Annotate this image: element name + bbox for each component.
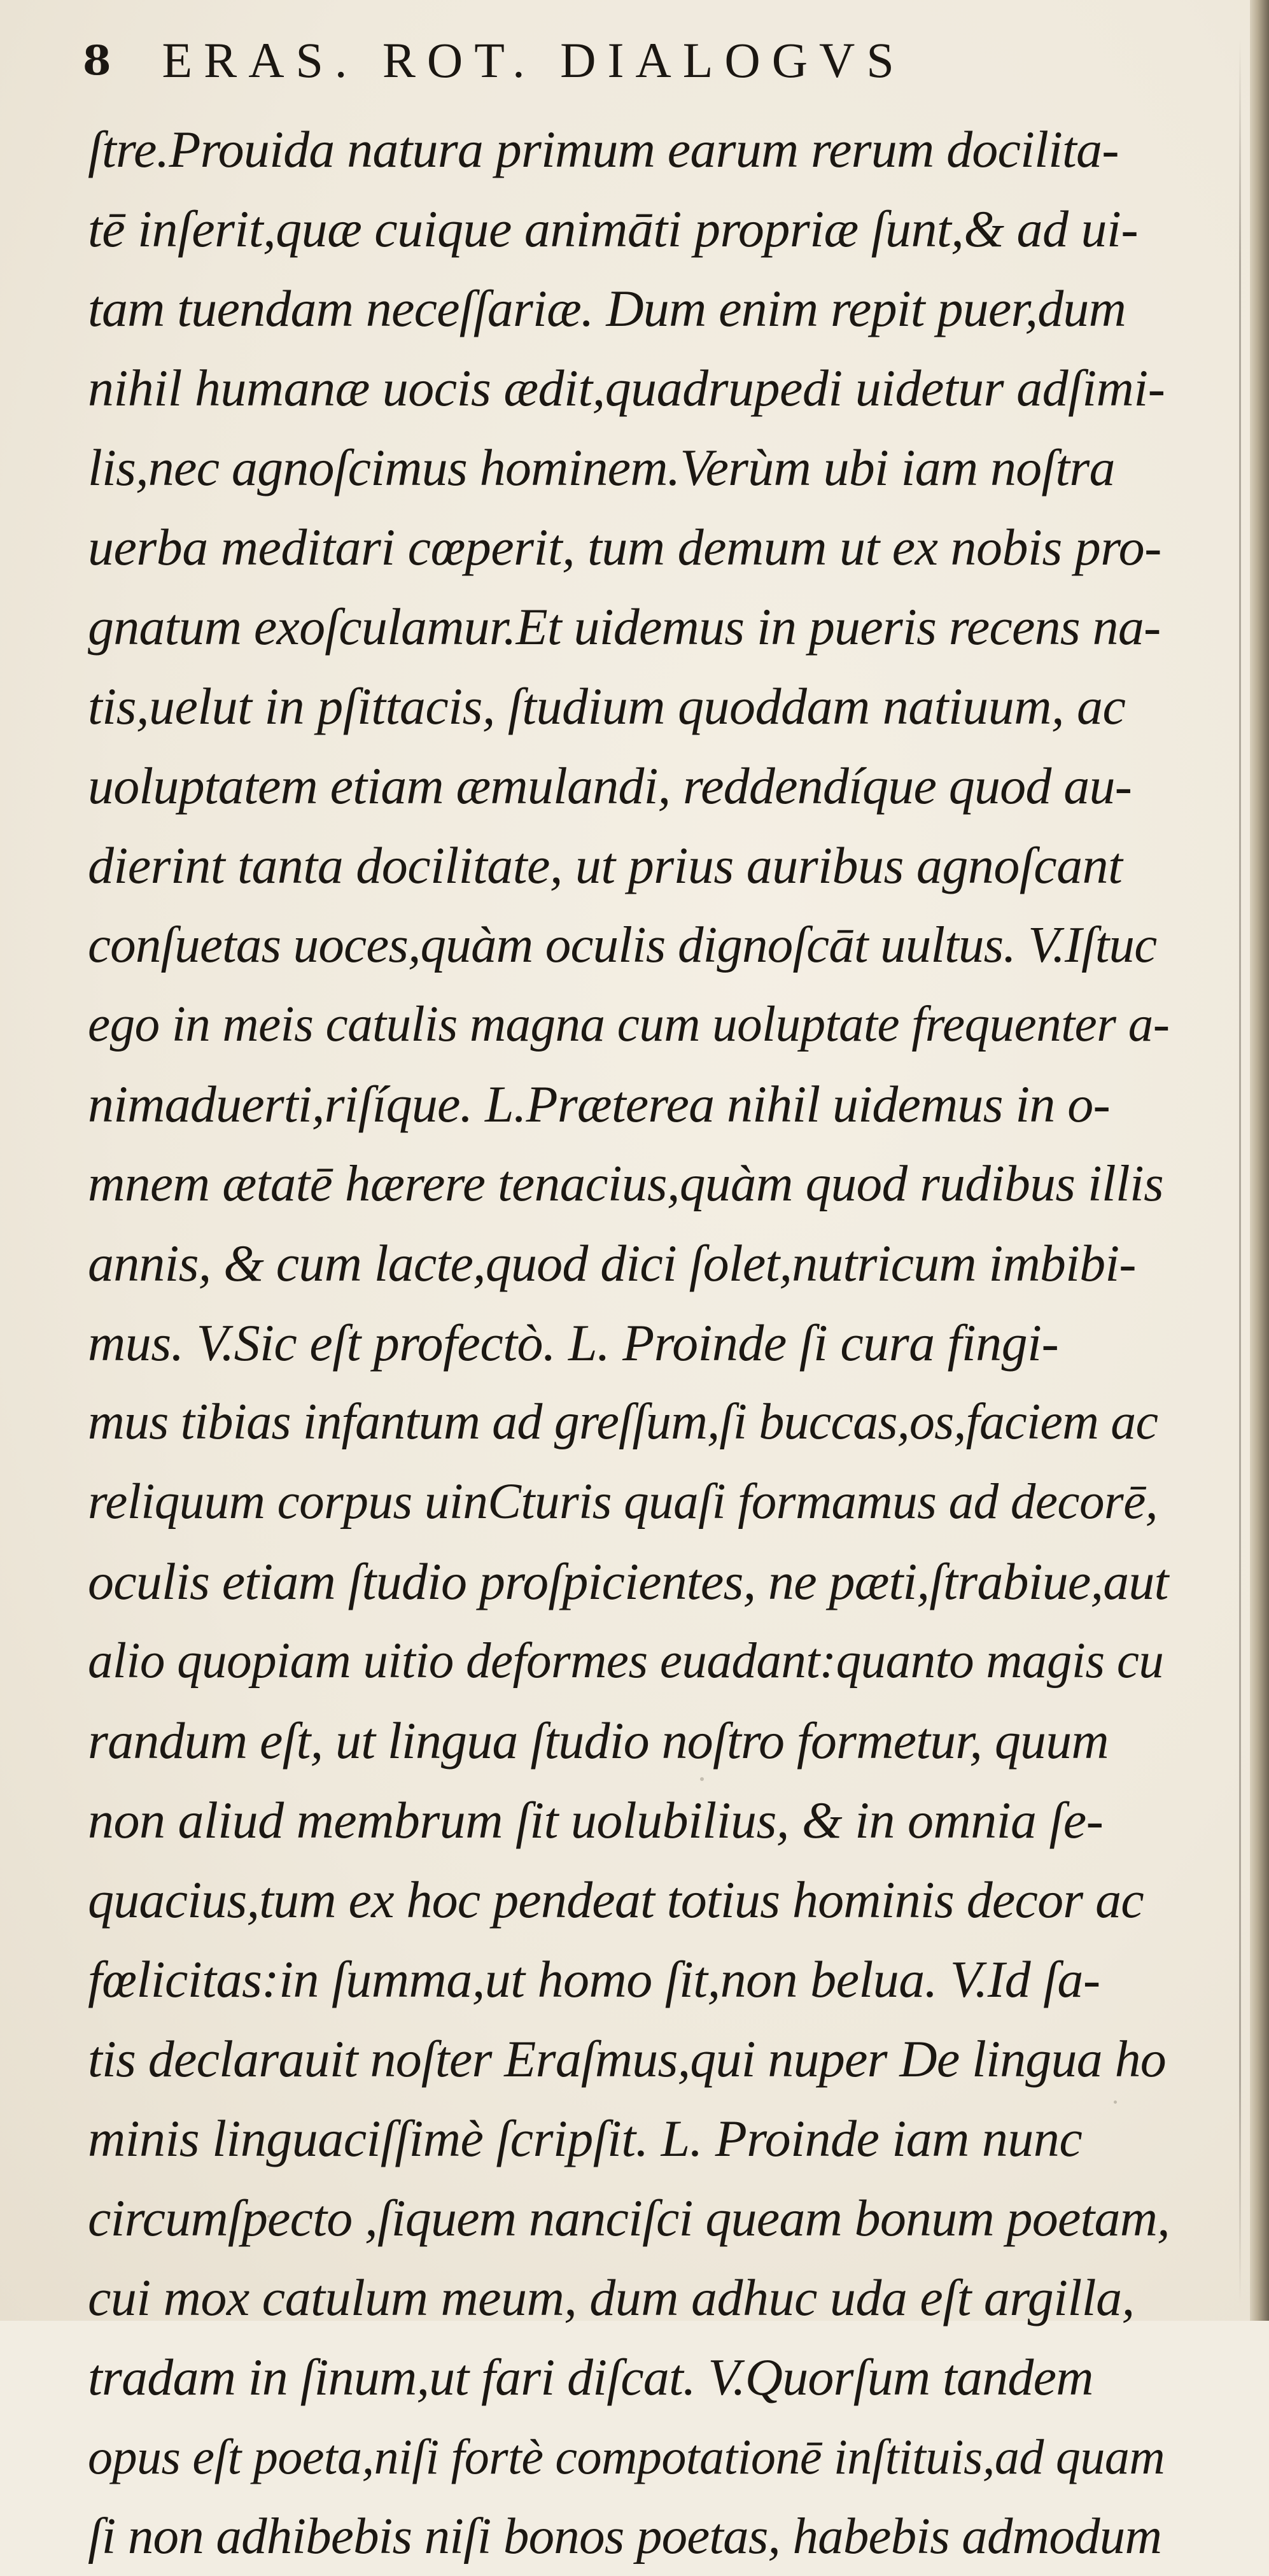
text-line: gnatum exoſculamur.Et uidemus in pueris recens na- [88, 598, 1161, 656]
text-line: ego in meis catulis magna cum uoluptate frequenter a- [88, 997, 1170, 1052]
text-line: tradam in ſinum,ut fari diſcat. V.Quorſum tandem [88, 2348, 1093, 2406]
text-line: randum eſt, ut lingua ſtudio noſtro formetur, quum [88, 1712, 1109, 1770]
text-line: non aliud membrum ſit uolubilius, & in omnia ſe- [88, 1791, 1104, 1849]
text-line: ſtre.Prouida natura primum earum rerum docilita- [88, 120, 1119, 178]
page-header [83, 25, 1165, 95]
text-line: nihil humanæ uocis ædit,quadrupedi uidetur adſimi- [88, 359, 1165, 417]
text-line: reliquum corpus uinCturis quaſi formamus ad decorē, [88, 1474, 1158, 1530]
text-line: quacius,tum ex hoc pendeat totius hominis decor ac [88, 1871, 1144, 1929]
running-head: ERAS. ROT. DIALOGVS [162, 32, 906, 88]
text-line: opus eſt poeta,niſi fortè compotationē inſtituis,ad quam [88, 2429, 1165, 2484]
text-line: dierint tanta docilitate, ut prius auribus agnoſcant [88, 836, 1123, 894]
text-line: cui mox catulum meum, dum adhuc uda eſt argilla, [88, 2269, 1135, 2326]
text-line: annis, & cum lacte,quod dici ſolet,nutricum imbibi- [88, 1234, 1136, 1292]
page-binding-edge [1250, 0, 1269, 2321]
page-shadow-line [1239, 38, 1241, 2304]
text-line: tam tuendam neceſſariæ. Dum enim repit puer,dum [88, 279, 1126, 337]
text-line: uerba meditari cœperit, tum demum ut ex nobis pro- [88, 518, 1161, 576]
text-line: mus. V.Sic eſt profectò. L. Proinde ſi cura fingi- [88, 1314, 1059, 1372]
text-line: oculis etiam ſtudio proſpicientes, ne pæti,ſtrabiue,aut [88, 1552, 1168, 1610]
text-line: mnem ætatē hærere tenacius,quàm quod rudibus illis [88, 1155, 1164, 1212]
text-line: minis linguaciſſimè ſcripſit. L. Proinde iam nunc [88, 2109, 1083, 2167]
text-line: alio quopiam uitio deformes euadant:quanto magis cu [88, 1633, 1164, 1689]
text-line: mus tibias infantum ad greſſum,ſi buccas,os,faciem ac [88, 1394, 1158, 1450]
text-line: lis,nec agnoſcimus hominem.Verùm ubi iam noſtra [88, 439, 1115, 496]
page-number: 8 [83, 36, 113, 85]
text-line: uoluptatem etiam æmulandi, reddendíque quod au- [88, 757, 1132, 815]
paper-speck [700, 1777, 704, 1781]
text-line: tis,uelut in pſittacis, ſtudium quoddam natiuum, ac [88, 677, 1126, 735]
text-line: ſi non adhibebis niſi bonos poetas, habebis admodum [88, 2507, 1162, 2565]
text-block [88, 109, 1170, 2576]
text-line: tē inſerit,quæ cuique animāti propriæ ſunt,& ad ui- [88, 200, 1139, 258]
text-line: nimaduerti,riſíque. L.Præterea nihil uidemus in o- [88, 1075, 1111, 1133]
text-line: circumſpecto ,ſiquem nanciſci queam bonum poetam, [88, 2189, 1170, 2247]
paper-speck [267, 2215, 270, 2218]
text-line: fœlicitas:in ſumma,ut homo ſit,non belua. V.Id ſa- [88, 1950, 1100, 2008]
text-line: conſuetas uoces,quàm oculis dignoſcāt uultus. V.Iſtuc [88, 916, 1157, 973]
text-line: tis declarauit noſter Eraſmus,qui nuper De lingua ho [88, 2030, 1166, 2088]
paper-speck [1114, 2101, 1117, 2104]
